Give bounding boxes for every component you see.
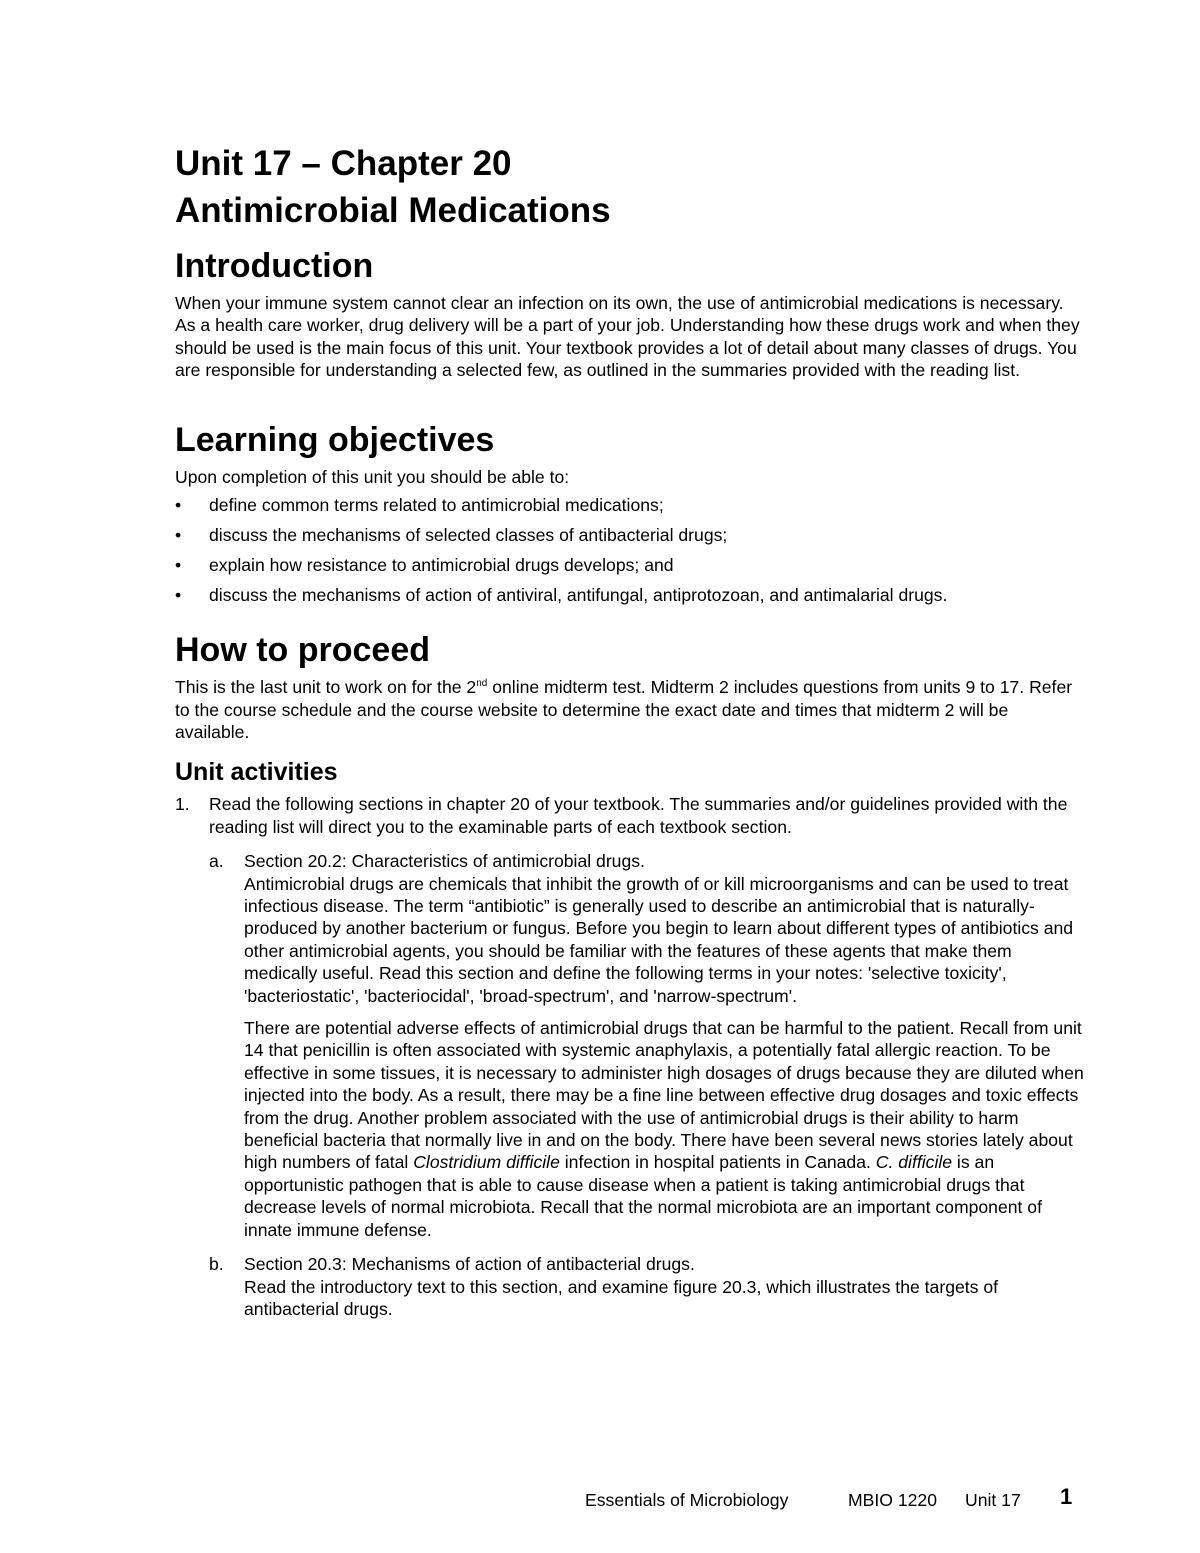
footer-unit: Unit 17 xyxy=(965,1490,1021,1510)
activity-item-1 xyxy=(175,793,1085,1320)
sub-item-a-paragraph-2: There are potential adverse effects of antimicrobial drugs that can be harmful to the patient. Recall from unit 14 that penicillin is often associated with systemic anaphylaxis, a potentially fatal allergic reaction. To be effective in some tissues, it is necessary to administer high dosages of drugs because they are diluted when injected into the body. As a result, there may be a fine line between effective drug dosages and toxic effects from the drug. Another problem associated with the use of antimicrobial drugs is their ability to harm beneficial bacteria that normally live in and on the body. There have been several news stories lately about high numbers of fatal Clostridium difficile infection in hospital patients in Canada. C. difficile is an opportunistic pathogen that is able to cause disease when a patient is taking antimicrobial drugs that decrease levels of normal microbiota. Recall that the normal microbiota are an important component of innate immune defense. xyxy=(244,1018,1084,1240)
proceed-heading: How to proceed xyxy=(175,631,431,670)
sub-item-a-body: Section 20.2: Characteristics of antimicrobial drugs. Antimicrobial drugs are chemicals that inhibit the growth of or kill microorganisms and can be used to treat infectious disease. The term “antibiotic” is generally used to describe an antimicrobial that is naturally-produced by another bacterium or fungus. Before you begin to learn about different types of antibiotics and other antimicrobial agents, you should be familiar with the features of these agents that make them medically useful. Read this section and define the following terms in your notes: 'selective toxicity', 'bacteriostatic', 'bacteriocidal', 'broad-spectrum', and 'narrow-spectrum'. xyxy=(244,851,1074,1006)
sub-item-b-body: Section 20.3: Mechanisms of action of antibacterial drugs. Read the introductory text to this section, and examine figure 20.3, which illustrates the targets of antibacterial drugs. xyxy=(244,1254,999,1319)
list-item: • define common terms related to antimicrobial medications; xyxy=(175,495,664,516)
list-item: • discuss the mechanisms of selected classes of antibacterial drugs; xyxy=(175,524,728,545)
footer-course-code: MBIO 1220 xyxy=(848,1490,937,1510)
bullet-icon: • xyxy=(175,584,182,605)
introduction-heading: Introduction xyxy=(175,247,374,285)
bullet-icon: • xyxy=(175,524,182,545)
objectives-heading: Learning objectives xyxy=(175,420,495,459)
objectives-intro: Upon completion of this unit you should be able to: xyxy=(175,466,570,487)
page-title xyxy=(175,140,1085,234)
objectives-list xyxy=(175,494,1085,606)
sub-item-label: b. xyxy=(209,1254,224,1275)
list-item: • explain how resistance to antimicrobial drugs develops; and xyxy=(175,554,674,575)
sub-item-b xyxy=(209,1253,1085,1320)
title-line-2: Antimicrobial Medications xyxy=(175,191,611,230)
title-line-1: Unit 17 – Chapter 20 xyxy=(175,144,512,183)
document-page xyxy=(175,140,1085,1320)
activity-item-text: Read the following sections in chapter 20 of your textbook. The summaries and/or guidelines provided with the reading list will direct you to the examinable parts of each textbook section. xyxy=(209,794,1068,837)
sub-item-a xyxy=(209,850,1085,1241)
item-number: 1. xyxy=(175,794,190,815)
introduction-paragraph: When your immune system cannot clear an infection on its own, the use of antimicrobial medications is necessary. As a health care worker, drug delivery will be a part of your job. Understanding how these drugs work and when they should be used is the main focus of this unit. Your textbook provides a lot of detail about many classes of drugs. You are responsible for understanding a selected few, as outlined in the summaries provided with the reading list. xyxy=(175,293,1080,381)
proceed-paragraph: This is the last unit to work on for the 2nd online midterm test. Midterm 2 includes questions from units 9 to 17. Refer to the course schedule and the course website to determine the exact date and times that midterm 2 will be available. xyxy=(175,677,1073,742)
activities-heading: Unit activities xyxy=(175,758,338,787)
footer-book-title: Essentials of Microbiology xyxy=(585,1490,789,1510)
page-number: 1 xyxy=(1060,1484,1073,1509)
list-item: • discuss the mechanisms of action of antiviral, antifungal, antiprotozoan, and antimalarial drugs. xyxy=(175,584,948,605)
sub-item-label: a. xyxy=(209,851,224,872)
bullet-icon: • xyxy=(175,495,182,516)
bullet-icon: • xyxy=(175,554,182,575)
